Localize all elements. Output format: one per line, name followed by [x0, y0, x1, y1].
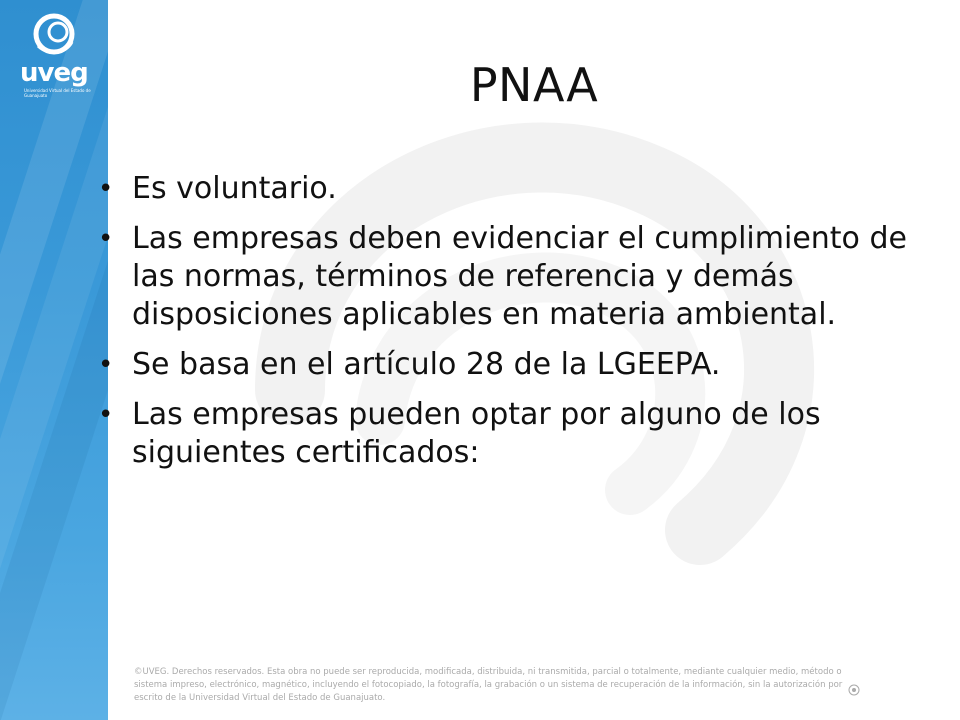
bullet-text: Es voluntario. — [132, 171, 337, 206]
bullet-icon: • — [98, 400, 114, 430]
bullet-icon: • — [98, 224, 114, 254]
copyright-notice: ©UVEG. Derechos reservados. Esta obra no puede ser reproducida, modificada, distribuida, ni transmitida, parcial o totalmente, mediante cualquier medio, método o sistema impreso, electrónico, magnético, incluyendo el fotocopiado, la fotografía, la grabación o un sistema de recuperación de la información, sin la autorización por escrito de la Universidad Virtual del Estado de Guanajuato. — [134, 667, 843, 703]
logo-swirl-icon — [8, 10, 98, 60]
logo-wordmark: uveg — [20, 58, 88, 88]
bullet-item — [96, 396, 926, 472]
slide-title: PNAA — [469, 58, 599, 112]
bullet-text: Las empresas pueden optar por alguno de los siguientes certificados: — [132, 397, 821, 470]
bullet-item — [96, 220, 926, 334]
side-band — [0, 0, 108, 720]
cc-license-icon — [848, 684, 860, 696]
bullet-icon: • — [98, 350, 114, 380]
bullet-list — [96, 170, 926, 484]
uveg-logo — [8, 10, 98, 98]
bullet-item — [96, 170, 926, 208]
logo-caption: Universidad Virtual del Estado de Guanajuato — [24, 88, 91, 98]
bullet-icon: • — [98, 174, 114, 204]
bullet-item — [96, 346, 926, 384]
bullet-text: Las empresas deben evidenciar el cumplimiento de las normas, términos de referencia y demás disposiciones aplicables en materia ambiental. — [132, 221, 907, 332]
bullet-text: Se basa en el artículo 28 de la LGEEPA. — [132, 347, 721, 382]
